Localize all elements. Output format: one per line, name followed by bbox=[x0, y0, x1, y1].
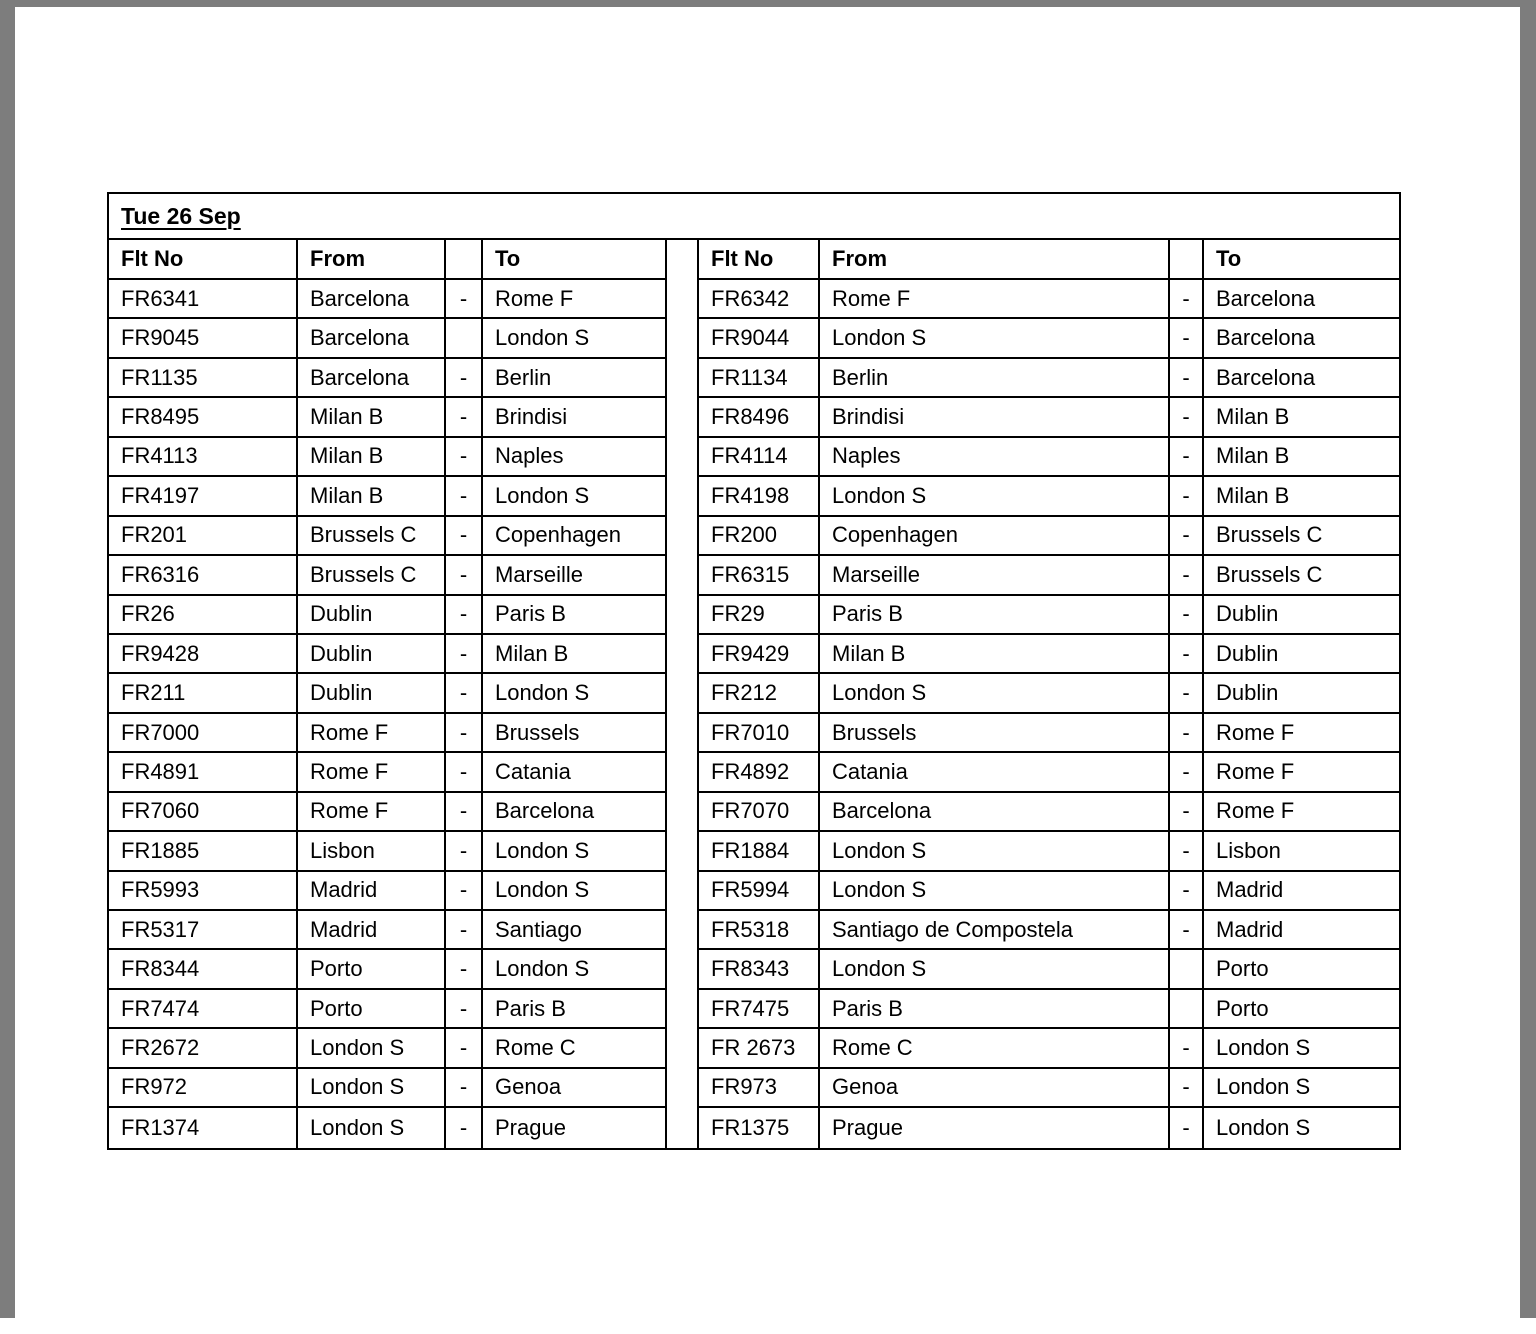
flt-no-cell: FR8496 bbox=[699, 398, 820, 437]
to-cell: Porto bbox=[1204, 950, 1399, 989]
flt-no-cell: FR7070 bbox=[699, 793, 820, 832]
from-cell: Catania bbox=[820, 753, 1170, 792]
flt-no-cell: FR8344 bbox=[109, 950, 298, 989]
flt-no-cell: FR1374 bbox=[109, 1108, 298, 1147]
to-cell: London S bbox=[1204, 1029, 1399, 1068]
to-cell: Barcelona bbox=[1204, 280, 1399, 319]
flt-no-cell: FR211 bbox=[109, 674, 298, 713]
from-cell: London S bbox=[820, 950, 1170, 989]
spacer-cell bbox=[667, 990, 699, 1029]
separator-cell: - bbox=[446, 1108, 483, 1147]
flt-no-cell: FR4114 bbox=[699, 438, 820, 477]
from-cell: Lisbon bbox=[298, 832, 446, 871]
flt-no-cell: FR4113 bbox=[109, 438, 298, 477]
separator-cell: - bbox=[1170, 477, 1204, 516]
from-cell: Madrid bbox=[298, 872, 446, 911]
from-cell: London S bbox=[298, 1029, 446, 1068]
to-cell: Naples bbox=[483, 438, 667, 477]
separator-cell: - bbox=[1170, 517, 1204, 556]
flt-no-cell: FR8495 bbox=[109, 398, 298, 437]
to-cell: Paris B bbox=[483, 596, 667, 635]
right-header-flt-no: Flt No bbox=[699, 240, 820, 280]
flt-no-cell: FR4891 bbox=[109, 753, 298, 792]
to-cell: Milan B bbox=[1204, 398, 1399, 437]
to-cell: Berlin bbox=[483, 359, 667, 398]
to-cell: Barcelona bbox=[1204, 359, 1399, 398]
spacer-cell bbox=[667, 556, 699, 595]
flt-no-cell: FR6341 bbox=[109, 280, 298, 319]
to-cell: Prague bbox=[483, 1108, 667, 1147]
separator-cell: - bbox=[1170, 1069, 1204, 1108]
to-cell: Milan B bbox=[483, 635, 667, 674]
to-cell: London S bbox=[483, 477, 667, 516]
separator-cell: - bbox=[446, 911, 483, 950]
from-cell: London S bbox=[298, 1108, 446, 1147]
date-title bbox=[109, 194, 1399, 240]
flt-no-cell: FR29 bbox=[699, 596, 820, 635]
to-cell: Brussels C bbox=[1204, 517, 1399, 556]
separator-cell: - bbox=[1170, 556, 1204, 595]
from-cell: Dublin bbox=[298, 674, 446, 713]
from-cell: Milan B bbox=[298, 398, 446, 437]
from-cell: Porto bbox=[298, 950, 446, 989]
spacer-cell bbox=[667, 950, 699, 989]
separator-cell: - bbox=[1170, 635, 1204, 674]
separator-cell: - bbox=[446, 674, 483, 713]
separator-cell: - bbox=[1170, 911, 1204, 950]
separator-cell: - bbox=[1170, 280, 1204, 319]
from-cell: Dublin bbox=[298, 596, 446, 635]
separator-cell: - bbox=[446, 753, 483, 792]
from-cell: Paris B bbox=[820, 990, 1170, 1029]
spacer-cell bbox=[667, 674, 699, 713]
to-cell: Milan B bbox=[1204, 477, 1399, 516]
from-cell: Milan B bbox=[298, 438, 446, 477]
from-cell: Brussels C bbox=[298, 556, 446, 595]
separator-cell: - bbox=[446, 556, 483, 595]
spacer-cell bbox=[667, 793, 699, 832]
flt-no-cell: FR6315 bbox=[699, 556, 820, 595]
flight-schedule-table bbox=[107, 192, 1401, 1150]
from-cell: Brussels bbox=[820, 714, 1170, 753]
from-cell: Brindisi bbox=[820, 398, 1170, 437]
flt-no-cell: FR5318 bbox=[699, 911, 820, 950]
separator-cell: - bbox=[1170, 753, 1204, 792]
flt-no-cell: FR7000 bbox=[109, 714, 298, 753]
spacer-cell bbox=[667, 911, 699, 950]
to-cell: London S bbox=[483, 872, 667, 911]
from-cell: Madrid bbox=[298, 911, 446, 950]
flt-no-cell: FR6316 bbox=[109, 556, 298, 595]
from-cell: Dublin bbox=[298, 635, 446, 674]
spacer-cell bbox=[667, 477, 699, 516]
to-cell: Brindisi bbox=[483, 398, 667, 437]
separator-cell: - bbox=[446, 477, 483, 516]
spacer-cell bbox=[667, 280, 699, 319]
separator-cell: - bbox=[1170, 596, 1204, 635]
right-header-to: To bbox=[1204, 240, 1399, 280]
to-cell: Lisbon bbox=[1204, 832, 1399, 871]
left-header-from: From bbox=[298, 240, 446, 280]
flt-no-cell: FR4197 bbox=[109, 477, 298, 516]
flt-no-cell: FR4892 bbox=[699, 753, 820, 792]
separator-cell bbox=[1170, 950, 1204, 989]
separator-cell: - bbox=[1170, 438, 1204, 477]
spacer-cell bbox=[667, 753, 699, 792]
separator-cell: - bbox=[446, 714, 483, 753]
flt-no-cell: FR9045 bbox=[109, 319, 298, 358]
from-cell: Rome C bbox=[820, 1029, 1170, 1068]
separator-cell: - bbox=[1170, 1029, 1204, 1068]
flt-no-cell: FR7474 bbox=[109, 990, 298, 1029]
from-cell: Milan B bbox=[820, 635, 1170, 674]
separator-cell: - bbox=[1170, 832, 1204, 871]
separator-cell: - bbox=[1170, 319, 1204, 358]
flt-no-cell: FR9428 bbox=[109, 635, 298, 674]
to-cell: London S bbox=[483, 319, 667, 358]
to-cell: Milan B bbox=[1204, 438, 1399, 477]
from-cell: Milan B bbox=[298, 477, 446, 516]
to-cell: Madrid bbox=[1204, 911, 1399, 950]
to-cell: London S bbox=[483, 832, 667, 871]
to-cell: Santiago bbox=[483, 911, 667, 950]
spacer-cell bbox=[667, 319, 699, 358]
to-cell: London S bbox=[1216, 1114, 1311, 1140]
separator-cell: - bbox=[446, 872, 483, 911]
left-header-to: To bbox=[483, 240, 667, 280]
from-cell: Rome F bbox=[298, 753, 446, 792]
separator-cell: - bbox=[446, 398, 483, 437]
spacer-cell bbox=[667, 1029, 699, 1068]
flt-no-cell: FR1375 bbox=[699, 1108, 820, 1147]
separator-cell: - bbox=[446, 438, 483, 477]
separator-cell: - bbox=[1170, 359, 1204, 398]
separator-cell: - bbox=[446, 596, 483, 635]
flt-no-cell: FR8343 bbox=[699, 950, 820, 989]
flt-no-cell: FR1885 bbox=[109, 832, 298, 871]
to-cell: Rome C bbox=[483, 1029, 667, 1068]
separator-cell: - bbox=[446, 635, 483, 674]
spacer-cell bbox=[667, 1069, 699, 1108]
separator-cell: - bbox=[446, 1029, 483, 1068]
from-cell: London S bbox=[298, 1069, 446, 1108]
separator-cell: - bbox=[1170, 872, 1204, 911]
flt-no-cell: FR5317 bbox=[109, 911, 298, 950]
separator-cell bbox=[446, 319, 483, 358]
to-cell: Dublin bbox=[1204, 674, 1399, 713]
from-cell: London S bbox=[820, 832, 1170, 871]
flt-no-cell: FR201 bbox=[109, 517, 298, 556]
from-cell: London S bbox=[820, 674, 1170, 713]
flt-no-cell: FR2672 bbox=[109, 1029, 298, 1068]
from-cell: Paris B bbox=[820, 596, 1170, 635]
separator-cell bbox=[1170, 990, 1204, 1029]
spacer-cell bbox=[667, 398, 699, 437]
separator-cell: - bbox=[1170, 714, 1204, 753]
right-header-from: From bbox=[820, 240, 1170, 280]
from-cell: Barcelona bbox=[298, 359, 446, 398]
flt-no-cell: FR1135 bbox=[109, 359, 298, 398]
to-cell: Rome F bbox=[1204, 793, 1399, 832]
from-cell: Barcelona bbox=[298, 319, 446, 358]
to-cell: Brussels bbox=[483, 714, 667, 753]
spacer-cell bbox=[667, 635, 699, 674]
from-cell: Barcelona bbox=[820, 793, 1170, 832]
from-cell: London S bbox=[820, 477, 1170, 516]
left-header-separator bbox=[446, 240, 483, 280]
from-cell: Prague bbox=[820, 1108, 1170, 1147]
flt-no-cell: FR972 bbox=[109, 1069, 298, 1108]
flt-no-cell: FR212 bbox=[699, 674, 820, 713]
flt-no-cell: FR1884 bbox=[699, 832, 820, 871]
right-header-separator bbox=[1170, 240, 1204, 280]
left-header-flt-no: Flt No bbox=[109, 240, 298, 280]
from-cell: Santiago de Compostela bbox=[820, 911, 1170, 950]
separator-cell: - bbox=[446, 280, 483, 319]
to-cell: Genoa bbox=[483, 1069, 667, 1108]
from-cell: London S bbox=[820, 872, 1170, 911]
spacer-cell bbox=[667, 596, 699, 635]
flt-no-cell: FR5994 bbox=[699, 872, 820, 911]
from-cell: Genoa bbox=[820, 1069, 1170, 1108]
to-cell: Rome F bbox=[1204, 753, 1399, 792]
separator-cell: - bbox=[446, 793, 483, 832]
separator-cell: - bbox=[446, 359, 483, 398]
to-cell: Paris B bbox=[483, 990, 667, 1029]
to-cell: London S bbox=[1204, 1069, 1399, 1108]
separator-cell: - bbox=[446, 950, 483, 989]
separator-cell: - bbox=[1170, 1108, 1204, 1147]
to-cell: Rome F bbox=[483, 280, 667, 319]
flt-no-cell: FR6342 bbox=[699, 280, 820, 319]
spacer-cell bbox=[667, 832, 699, 871]
header-spacer bbox=[667, 240, 699, 280]
from-cell: Berlin bbox=[820, 359, 1170, 398]
from-cell: Brussels C bbox=[298, 517, 446, 556]
from-cell: Porto bbox=[298, 990, 446, 1029]
separator-cell: - bbox=[1170, 793, 1204, 832]
to-cell: Rome F bbox=[1204, 714, 1399, 753]
separator-cell: - bbox=[446, 1069, 483, 1108]
flt-no-cell: FR7010 bbox=[699, 714, 820, 753]
flt-no-cell: FR7060 bbox=[109, 793, 298, 832]
flt-no-cell: FR 2673 bbox=[699, 1029, 820, 1068]
flt-no-cell: FR9044 bbox=[699, 319, 820, 358]
to-cell: Dublin bbox=[1204, 635, 1399, 674]
spacer-cell bbox=[667, 714, 699, 753]
from-cell: Barcelona bbox=[298, 280, 446, 319]
to-cell: Copenhagen bbox=[483, 517, 667, 556]
separator-cell: - bbox=[1170, 398, 1204, 437]
spacer-cell bbox=[667, 438, 699, 477]
flt-no-cell: FR200 bbox=[699, 517, 820, 556]
flt-no-cell: FR7475 bbox=[699, 990, 820, 1029]
to-cell: Catania bbox=[483, 753, 667, 792]
from-cell: Rome F bbox=[298, 793, 446, 832]
flt-no-cell: FR26 bbox=[109, 596, 298, 635]
separator-cell: - bbox=[446, 517, 483, 556]
to-cell: Dublin bbox=[1204, 596, 1399, 635]
from-cell: Rome F bbox=[298, 714, 446, 753]
from-cell: London S bbox=[820, 319, 1170, 358]
to-cell: London S bbox=[483, 950, 667, 989]
to-cell: Barcelona bbox=[483, 793, 667, 832]
separator-cell: - bbox=[446, 990, 483, 1029]
spacer-cell bbox=[667, 1108, 699, 1147]
date-title-text: Tue 26 Sep bbox=[121, 202, 241, 229]
spacer-cell bbox=[667, 517, 699, 556]
to-cell: Marseille bbox=[483, 556, 667, 595]
to-cell: Madrid bbox=[1204, 872, 1399, 911]
to-cell: Porto bbox=[1204, 990, 1399, 1029]
flt-no-cell: FR1134 bbox=[699, 359, 820, 398]
flt-no-cell: FR4198 bbox=[699, 477, 820, 516]
flt-no-cell: FR973 bbox=[699, 1069, 820, 1108]
spacer-cell bbox=[667, 359, 699, 398]
from-cell: Marseille bbox=[820, 556, 1170, 595]
from-cell: Rome F bbox=[820, 280, 1170, 319]
to-cell: Barcelona bbox=[1204, 319, 1399, 358]
to-cell: London S bbox=[483, 674, 667, 713]
flt-no-cell: FR9429 bbox=[699, 635, 820, 674]
from-cell: Naples bbox=[820, 438, 1170, 477]
from-cell: Copenhagen bbox=[820, 517, 1170, 556]
spacer-cell bbox=[667, 872, 699, 911]
separator-cell: - bbox=[1170, 674, 1204, 713]
to-cell: Brussels C bbox=[1204, 556, 1399, 595]
separator-cell: - bbox=[446, 832, 483, 871]
flt-no-cell: FR5993 bbox=[109, 872, 298, 911]
